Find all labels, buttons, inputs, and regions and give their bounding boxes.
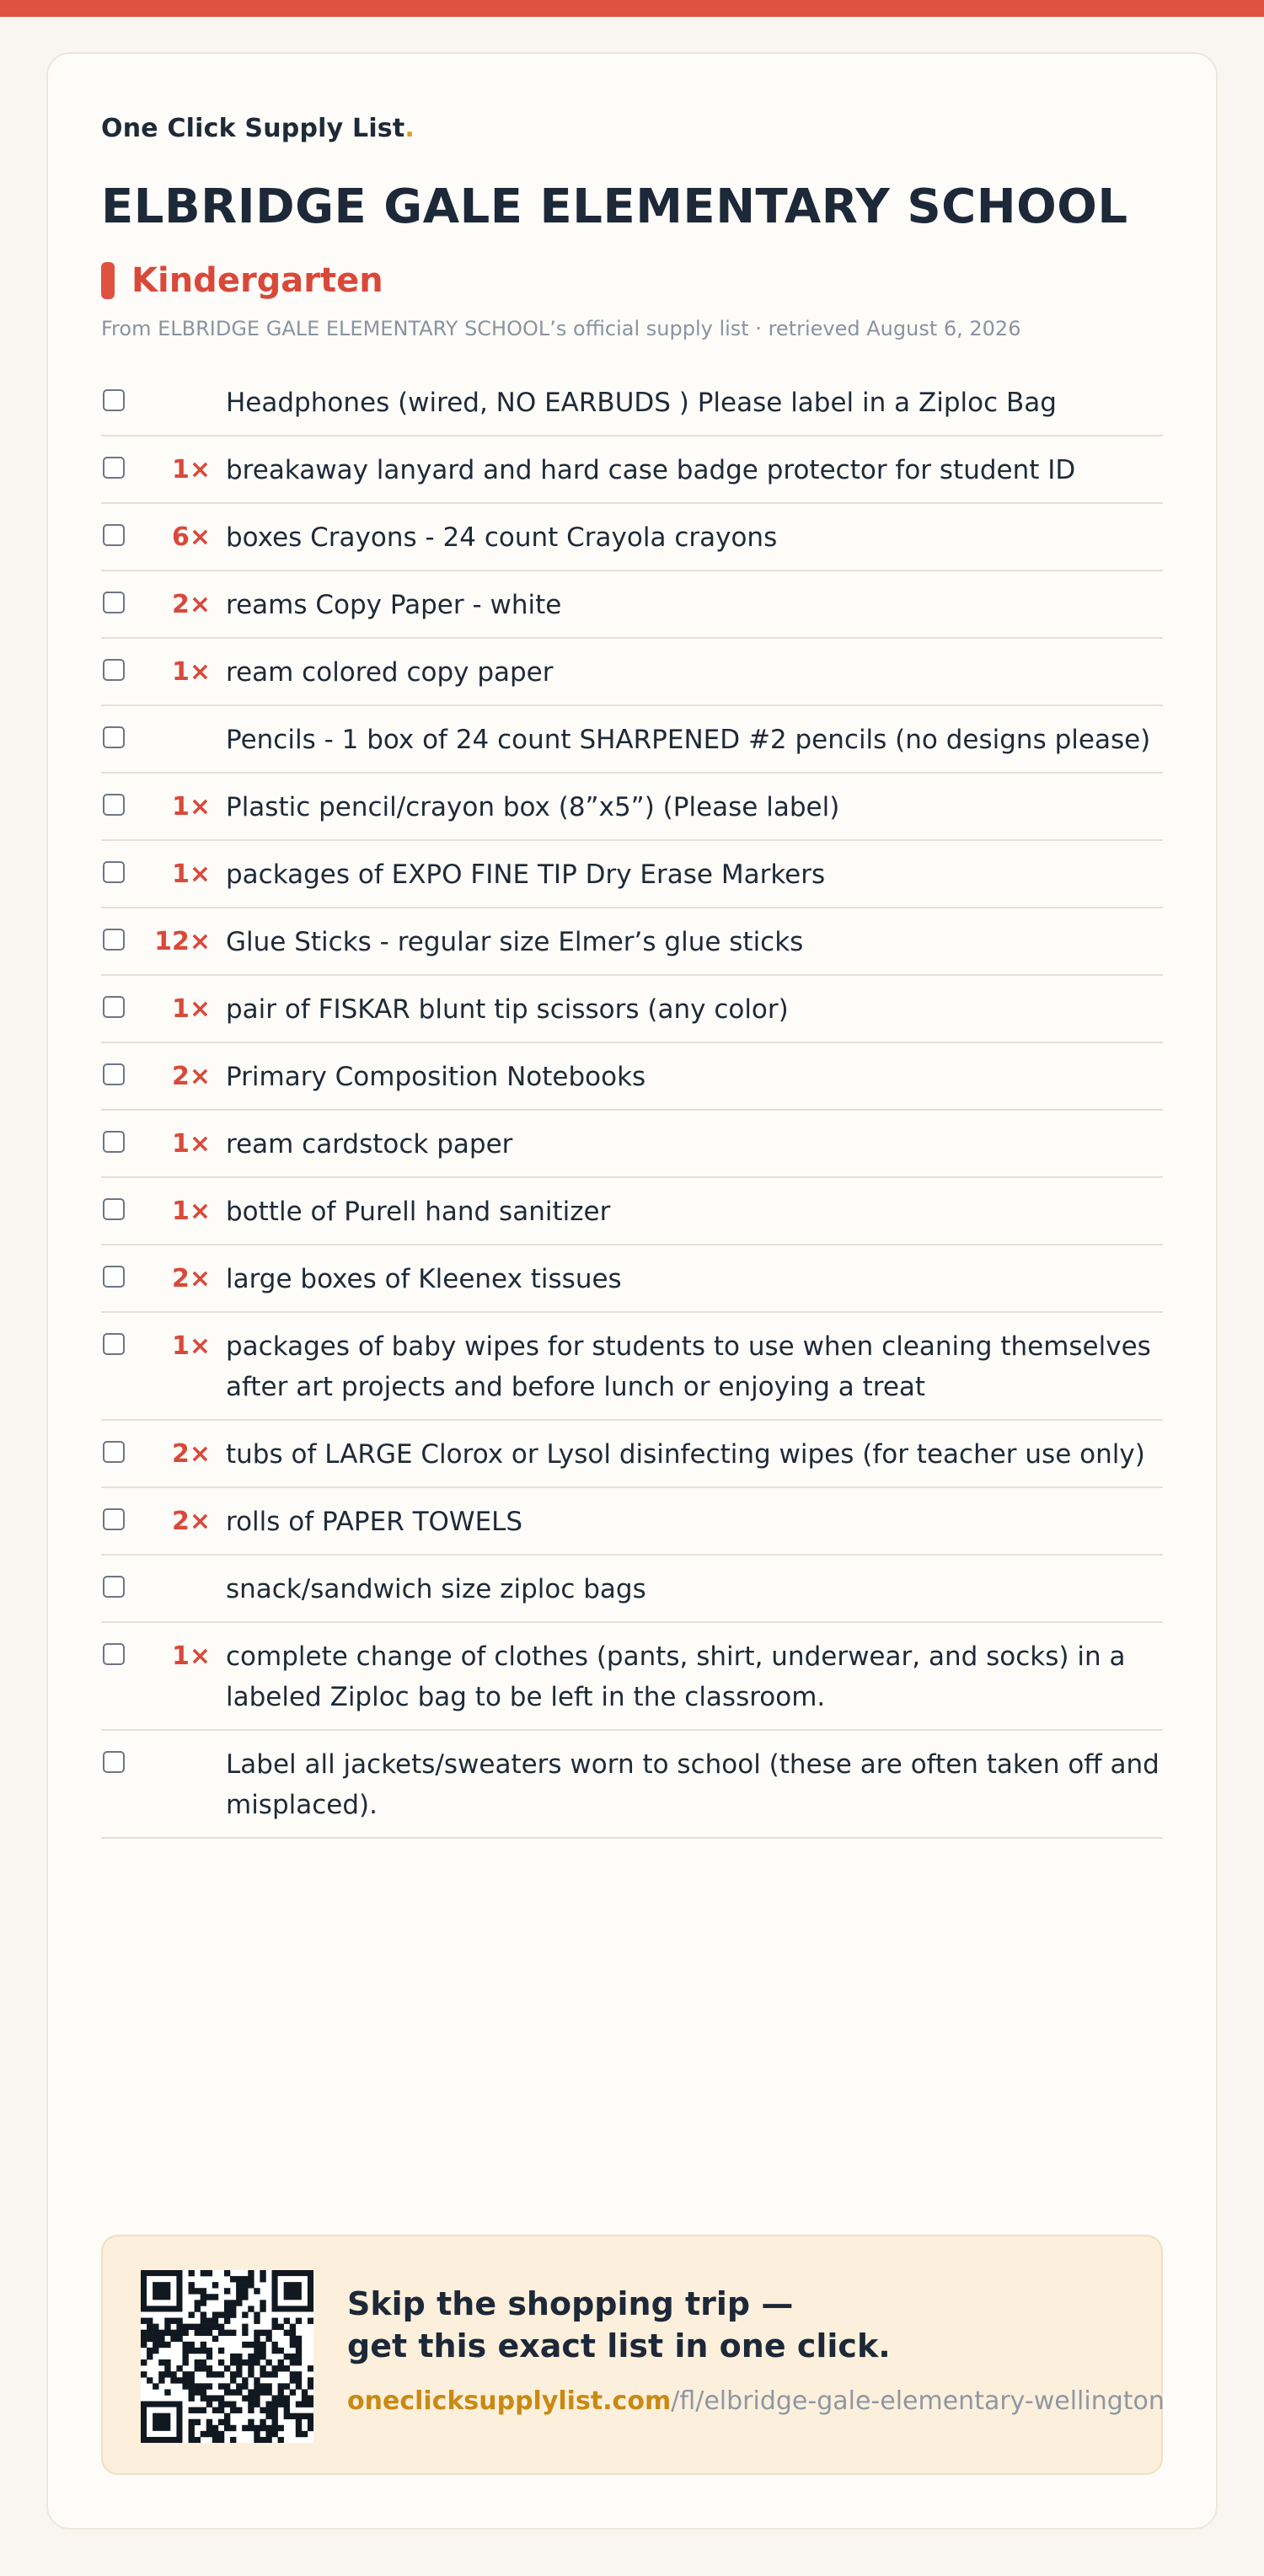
item-quantity: 2× xyxy=(171,590,211,619)
item-checkbox[interactable] xyxy=(103,929,125,951)
brand-logo xyxy=(101,114,415,143)
item-checkbox[interactable] xyxy=(103,1508,125,1530)
list-item xyxy=(101,1623,1163,1731)
item-checkbox[interactable] xyxy=(103,1131,125,1153)
item-checkbox[interactable] xyxy=(103,1441,125,1463)
item-quantity: 1× xyxy=(171,1197,211,1226)
item-checkbox[interactable] xyxy=(103,1643,125,1665)
item-checkbox[interactable] xyxy=(103,794,125,816)
supply-list xyxy=(101,369,1163,1839)
item-quantity: 2× xyxy=(171,1264,211,1293)
item-text: Plastic pencil/crayon box (8”x5”) (Please label) xyxy=(226,792,840,822)
item-checkbox[interactable] xyxy=(103,592,125,613)
list-item xyxy=(101,774,1163,841)
item-text: tubs of LARGE Clorox or Lysol disinfecting wipes (for teacher use only) xyxy=(226,1439,1145,1470)
promo-link[interactable] xyxy=(347,2386,1165,2416)
list-item xyxy=(101,1731,1163,1839)
item-text: boxes Crayons - 24 count Crayola crayons xyxy=(226,522,778,553)
brand-name: One Click Supply List xyxy=(101,114,405,143)
item-text: packages of baby wipes for students to use when cleaning themselves after art projects and before lunch or enjoying a treat xyxy=(226,1331,1151,1402)
item-text: ream colored copy paper xyxy=(226,657,554,688)
list-item xyxy=(101,1556,1163,1623)
item-quantity: 2× xyxy=(171,1507,211,1536)
item-quantity: 12× xyxy=(154,927,211,956)
list-item xyxy=(101,1178,1163,1245)
list-item xyxy=(101,1421,1163,1488)
promo-headline: Skip the shopping trip — xyxy=(347,2285,794,2322)
item-quantity: 2× xyxy=(171,1439,211,1469)
item-text: Glue Sticks - regular size Elmer’s glue sticks xyxy=(226,927,804,957)
item-checkbox[interactable] xyxy=(103,1751,125,1773)
list-item xyxy=(101,908,1163,976)
item-quantity: 1× xyxy=(171,1331,211,1361)
item-text: snack/sandwich size ziploc bags xyxy=(226,1574,646,1604)
list-item xyxy=(101,1488,1163,1556)
item-text: Pencils - 1 box of 24 count SHARPENED #2 pencils (no designs please) xyxy=(226,725,1151,755)
item-quantity: 6× xyxy=(171,522,211,552)
item-checkbox[interactable] xyxy=(103,659,125,681)
list-item xyxy=(101,1313,1163,1421)
qr-code-graphic xyxy=(141,2270,313,2443)
item-quantity: 2× xyxy=(171,1062,211,1091)
item-checkbox[interactable] xyxy=(103,389,125,411)
list-item xyxy=(101,571,1163,639)
list-item xyxy=(101,369,1163,436)
item-checkbox[interactable] xyxy=(103,1333,125,1355)
list-item xyxy=(101,1111,1163,1178)
item-text: large boxes of Kleenex tissues xyxy=(226,1264,622,1294)
list-item xyxy=(101,841,1163,908)
item-quantity: 1× xyxy=(171,455,211,485)
top-accent-bar xyxy=(0,0,1264,17)
list-item xyxy=(101,639,1163,706)
item-checkbox[interactable] xyxy=(103,726,125,748)
item-quantity: 1× xyxy=(171,657,211,687)
promo-link-path: /fl/elbridge-gale-elementary-wellington xyxy=(671,2386,1165,2416)
item-checkbox[interactable] xyxy=(103,524,125,546)
item-checkbox[interactable] xyxy=(103,457,125,479)
item-quantity: 1× xyxy=(171,792,211,822)
item-text: Primary Composition Notebooks xyxy=(226,1062,646,1092)
promo-subheadline: get this exact list in one click. xyxy=(347,2327,891,2364)
list-item xyxy=(101,976,1163,1043)
list-item xyxy=(101,1043,1163,1111)
list-item xyxy=(101,436,1163,504)
item-quantity: 1× xyxy=(171,994,211,1024)
item-checkbox[interactable] xyxy=(103,1063,125,1085)
item-text: Headphones (wired, NO EARBUDS ) Please label in a Ziploc Bag xyxy=(226,388,1057,418)
grade-marker xyxy=(101,262,115,299)
item-text: breakaway lanyard and hard case badge protector for student ID xyxy=(226,455,1076,485)
source-note: From ELBRIDGE GALE ELEMENTARY SCHOOL’s official supply list · retrieved August 6, 2026 xyxy=(101,317,1021,340)
item-text: ream cardstock paper xyxy=(226,1129,513,1159)
item-text: Label all jackets/sweaters worn to school (these are often taken off and misplaced). xyxy=(226,1749,1160,1820)
item-quantity: 1× xyxy=(171,1641,211,1671)
list-item xyxy=(101,1245,1163,1313)
list-item xyxy=(101,706,1163,774)
qr-code-icon[interactable] xyxy=(141,2270,313,2443)
school-title: ELBRIDGE GALE ELEMENTARY SCHOOL xyxy=(101,179,1128,234)
item-text: packages of EXPO FINE TIP Dry Erase Markers xyxy=(226,860,826,890)
item-text: pair of FISKAR blunt tip scissors (any color) xyxy=(226,994,789,1025)
brand-dot: . xyxy=(404,114,415,143)
item-text: reams Copy Paper - white xyxy=(226,590,562,620)
item-checkbox[interactable] xyxy=(103,1576,125,1598)
item-text: complete change of clothes (pants, shirt, underwear, and socks) in a labeled Ziploc bag to be left in the classroom. xyxy=(226,1641,1126,1712)
item-checkbox[interactable] xyxy=(103,996,125,1018)
item-checkbox[interactable] xyxy=(103,1198,125,1220)
promo-banner xyxy=(101,2235,1163,2475)
promo-link-domain: oneclicksupplylist.com xyxy=(347,2386,672,2416)
item-text: rolls of PAPER TOWELS xyxy=(226,1507,523,1537)
list-item xyxy=(101,504,1163,571)
item-quantity: 1× xyxy=(171,1129,211,1159)
item-text: bottle of Purell hand sanitizer xyxy=(226,1197,611,1227)
item-quantity: 1× xyxy=(171,860,211,889)
grade-label: Kindergarten xyxy=(131,261,383,300)
item-checkbox[interactable] xyxy=(103,1266,125,1288)
item-checkbox[interactable] xyxy=(103,861,125,883)
